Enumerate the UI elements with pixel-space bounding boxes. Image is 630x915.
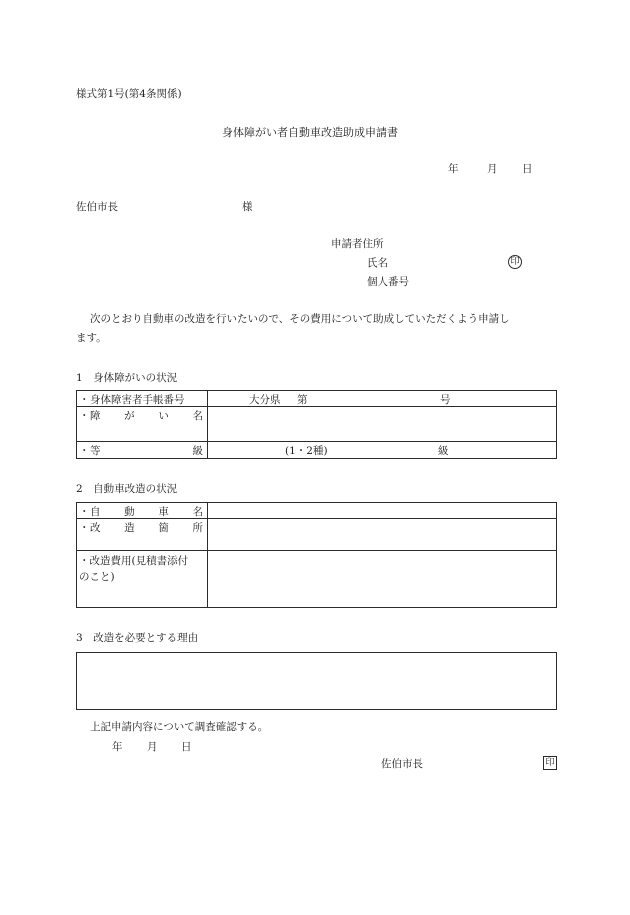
modification-location-label	[90, 520, 203, 535]
label-char: 級	[192, 445, 203, 457]
label-char: が	[124, 410, 135, 422]
label-char: 改	[90, 522, 101, 534]
vehicle-name-label	[90, 504, 203, 519]
date-day-label: 日	[522, 163, 533, 175]
label-char: 動	[124, 506, 135, 518]
label-char: 障	[90, 410, 101, 422]
section3-heading: 3 改造を必要とする理由	[76, 632, 199, 644]
section2-heading: 2 自動車改造の状況	[76, 483, 178, 495]
date-month-label: 月	[487, 163, 498, 175]
request-text-line2: ます。	[76, 332, 107, 344]
disability-name-label	[90, 408, 203, 423]
seal-mark-mayor: 印	[543, 756, 557, 770]
label-char: 箇	[158, 522, 169, 534]
disability-status-table	[76, 390, 557, 459]
form-number: 様式第1号(第4条関係)	[76, 88, 182, 100]
grade-label	[90, 443, 203, 458]
confirmation-month-label: 月	[147, 741, 158, 753]
label-char: 名	[192, 506, 203, 518]
request-text-line1: 次のとおり自動車の改造を行いたいので、その費用について助成していただくよう申請し	[90, 313, 510, 325]
table-divider	[207, 391, 208, 458]
confirmation-year-label: 年	[112, 741, 123, 753]
label-char: 名	[192, 410, 203, 422]
applicant-address-label: 申請者住所	[331, 238, 384, 250]
date-year-label: 年	[448, 163, 459, 175]
label-char: 車	[158, 506, 169, 518]
grade-suffix: 級	[438, 445, 449, 457]
modification-cost-label-line1: ・改造費用(見積書添付	[79, 555, 189, 567]
addressee-honorific: 様	[242, 201, 253, 213]
row-bullet: ・	[79, 394, 90, 406]
applicant-name-label: 氏名	[367, 257, 388, 269]
handbook-number-label: 身体障害者手帳番号	[90, 394, 185, 406]
row-bullet: ・	[79, 506, 90, 518]
seal-mark-applicant: 印	[508, 255, 522, 269]
row-bullet: ・	[79, 410, 90, 422]
label-char: 等	[90, 445, 101, 457]
label-char: い	[158, 410, 169, 422]
label-char: 自	[90, 506, 101, 518]
number-prefix: 第	[297, 394, 308, 406]
grade-types: (1・2種)	[285, 445, 328, 457]
label-char: 所	[192, 522, 203, 534]
row-bullet: ・	[79, 445, 90, 457]
table-divider	[77, 550, 556, 551]
confirmation-text: 上記申請内容について調査確認する。	[90, 721, 269, 733]
row-bullet: ・	[79, 522, 90, 534]
confirmation-mayor: 佐伯市長	[381, 758, 423, 770]
vehicle-modification-table	[76, 502, 557, 608]
number-suffix: 号	[440, 394, 451, 406]
applicant-personal-number-label: 個人番号	[367, 276, 409, 288]
confirmation-day-label: 日	[181, 741, 192, 753]
prefecture-value: 大分県	[249, 394, 281, 406]
reason-box	[76, 652, 557, 710]
page-title: 身体障がい者自動車改造助成申請書	[222, 126, 398, 139]
section1-heading: 1 身体障がいの状況	[76, 372, 178, 384]
label-char: 造	[124, 522, 135, 534]
addressee-name: 佐伯市長	[76, 201, 118, 213]
table-divider	[77, 441, 556, 442]
modification-cost-label-line2: のこと)	[79, 571, 115, 583]
